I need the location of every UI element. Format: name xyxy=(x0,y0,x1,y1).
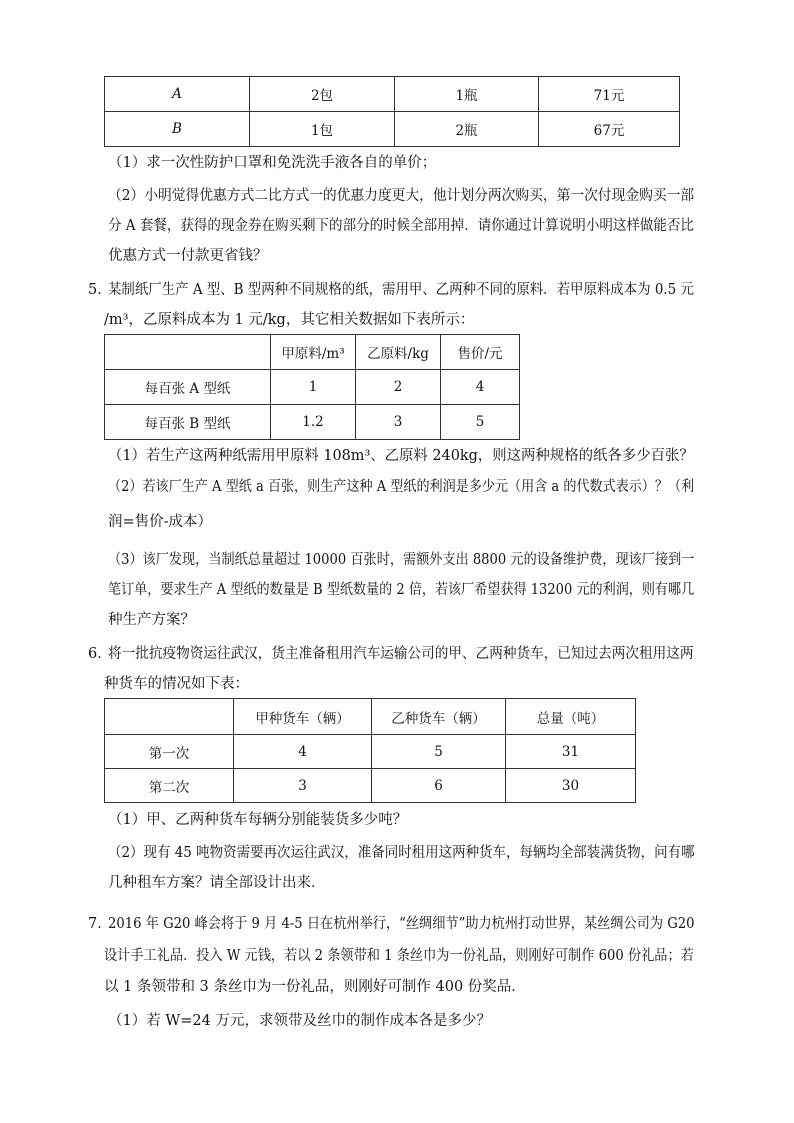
q7-sub1: （1）若 W=24 万元，求领带及丝巾的制作成本各是多少？ xyxy=(108,1013,491,1029)
q6-intro-line2: 种货车的情况如下表： xyxy=(104,676,249,692)
table-row xyxy=(105,735,636,769)
table-cell: 2包 xyxy=(250,77,395,112)
table-cell xyxy=(105,699,234,735)
table-cell xyxy=(105,335,271,370)
table-cell: 3 xyxy=(234,769,372,803)
table-cell: 3 xyxy=(356,405,441,440)
q5-intro-line1: 某制纸厂生产 A 型、B 型两种不同规格的纸，需用甲、乙两种不同的原料．若甲原料成本为 0.5 元 xyxy=(108,282,694,298)
table-cell: 71元 xyxy=(539,77,680,112)
table-cell: 4 xyxy=(441,370,520,405)
q5-sub3-line2: 笔订单，要求生产 A 型纸的数量是 B 型纸数量的 2 倍，若该厂希望获得 13200 元的利润，则有哪几 xyxy=(108,582,695,598)
table-row xyxy=(105,370,520,405)
paper-cost-table xyxy=(104,334,520,440)
table-cell: 1 xyxy=(271,370,356,405)
q7-intro-line1: 2016 年 G20 峰会将于 9 月 4-5 日在杭州举行，“丝绸细节”助力杭州打动世界，某丝绸公司为 G20 xyxy=(108,916,695,932)
table-cell: 1包 xyxy=(250,112,395,147)
table-cell: 每百张 A 型纸 xyxy=(105,370,271,405)
table-cell: 甲种货车（辆） xyxy=(234,699,372,735)
table-row xyxy=(105,77,680,112)
table-cell: 乙原料/kg xyxy=(356,335,441,370)
q6-sub2-line1: （2）现有 45 吨物资需要再次运往武汉，准备同时租用这两种货车，每辆均全部装满货物，问有哪 xyxy=(108,845,695,861)
table-cell: B xyxy=(105,112,250,147)
table-cell: 5 xyxy=(441,405,520,440)
table-cell: 2瓶 xyxy=(395,112,539,147)
table-cell: 30 xyxy=(506,769,636,803)
q7-intro-line2: 设计手工礼品．投入 W 元钱，若以 2 条领带和 1 条丝巾为一份礼品，则刚好可制作 600 份礼品；若 xyxy=(104,948,694,964)
table-cell: 4 xyxy=(234,735,372,769)
table-cell: 2 xyxy=(356,370,441,405)
table-cell: 第二次 xyxy=(105,769,234,803)
q6-sub1: （1）甲、乙两种货车每辆分别能装货多少吨？ xyxy=(108,812,408,828)
table-cell: 5 xyxy=(372,735,506,769)
q5-sub2-line2: 润=售价-成本） xyxy=(108,514,213,530)
table-cell: 甲原料/m³ xyxy=(271,335,356,370)
q4-sub2-line3: 优惠方式一付款更省钱？ xyxy=(108,248,268,264)
table-row xyxy=(105,405,520,440)
q5-sub2-line1: （2）若该厂生产 A 型纸 a 百张，则生产这种 A 型纸的利润是多少元（用含 a 的代数式表示）？（利 xyxy=(108,479,695,495)
table-row xyxy=(105,335,520,370)
table-cell: 67元 xyxy=(539,112,680,147)
table-cell: 总量（吨） xyxy=(506,699,636,735)
table-cell: 1瓶 xyxy=(395,77,539,112)
q6-sub2-line2: 几种租车方案？请全部设计出来． xyxy=(108,875,326,891)
table-row xyxy=(105,769,636,803)
q4-sub1: （1）求一次性防护口罩和免洗洗手液各自的单价； xyxy=(108,155,437,171)
q5-intro-line2: /m³，乙原料成本为 1 元/kg，其它相关数据如下表所示： xyxy=(104,312,475,328)
q6-number: 6． xyxy=(88,646,112,662)
table-cell: 乙种货车（辆） xyxy=(372,699,506,735)
table-row xyxy=(105,699,636,735)
table-cell: 售价/元 xyxy=(441,335,520,370)
q4-sub2-line2: 分 A 套餐，获得的现金券在购买剩下的部分的时候全部用掉．请你通过计算说明小明这样做能否比 xyxy=(108,218,694,234)
q7-number: 7． xyxy=(88,916,112,932)
q6-intro-line1: 将一批抗疫物资运往武汉，货主准备租用汽车运输公司的甲、乙两种货车，已知过去两次租用这两 xyxy=(108,646,694,662)
table-cell: 6 xyxy=(372,769,506,803)
q5-number: 5． xyxy=(88,282,112,298)
table-cell: 1.2 xyxy=(271,405,356,440)
table-cell: 第一次 xyxy=(105,735,234,769)
table-cell: A xyxy=(105,77,250,112)
q5-sub3-line3: 种生产方案？ xyxy=(108,612,195,628)
table-cell: 每百张 B 型纸 xyxy=(105,405,271,440)
q4-sub2-line1: （2）小明觉得优惠方式二比方式一的优惠力度更大，他计划分两次购买，第一次付现金购买一部 xyxy=(108,188,695,204)
q7-intro-line3: 以 1 条领带和 3 条丝巾为一份礼品，则刚好可制作 400 份奖品． xyxy=(104,979,526,995)
truck-table xyxy=(104,698,636,803)
package-table xyxy=(104,76,680,147)
q5-sub3-line1: （3）该厂发现，当制纸总量超过 10000 百张时，需额外支出 8800 元的设备维护费，现该厂接到一 xyxy=(108,552,695,568)
table-cell: 31 xyxy=(506,735,636,769)
table-row xyxy=(105,112,680,147)
q5-sub1: （1）若生产这两种纸需用甲原料 108m³、乙原料 240kg，则这两种规格的纸各多少百张？ xyxy=(108,448,694,464)
